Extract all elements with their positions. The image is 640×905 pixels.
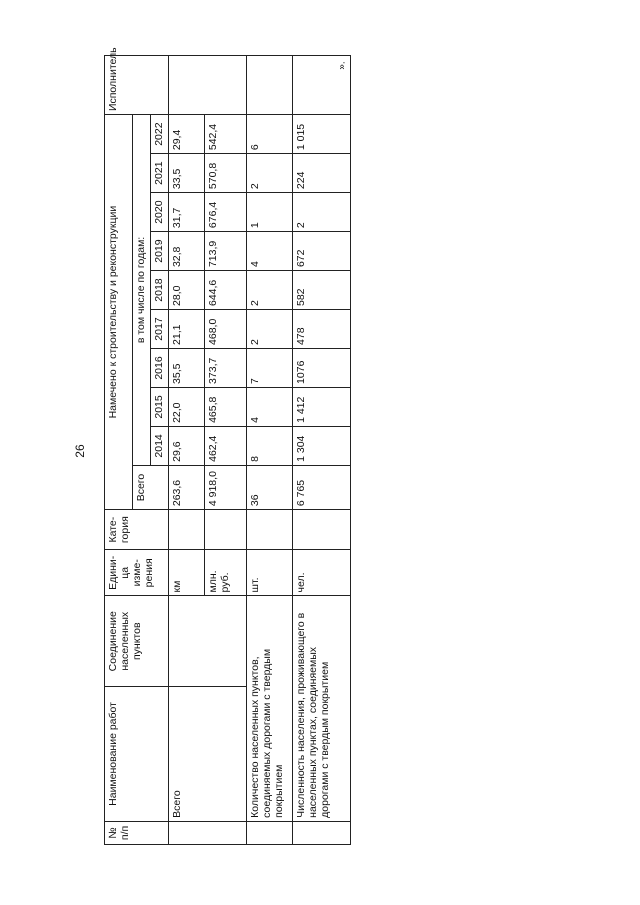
year-value-cell: 582 <box>293 271 351 310</box>
year-header: 2015 <box>151 387 169 426</box>
row-num-cell <box>293 821 351 844</box>
year-value-cell: 29,4 <box>169 115 205 154</box>
year-value-cell: 8 <box>247 426 293 465</box>
col-category-header: Кате-гория <box>105 510 169 550</box>
col-connection-header: Соединение населенных пунктов <box>105 596 169 687</box>
row-executor-cell <box>247 56 293 115</box>
year-value-cell: 1 <box>247 193 293 232</box>
header-row-1 <box>105 56 133 845</box>
row-category-cell <box>169 510 205 550</box>
row-connection-cell <box>169 596 247 687</box>
year-value-cell: 2 <box>247 271 293 310</box>
year-value-cell: 2 <box>247 310 293 349</box>
construction-plan-table <box>104 47 351 845</box>
table-row-total-km <box>169 56 205 845</box>
year-value-cell: 4 <box>247 232 293 271</box>
row-unit-cell: млн. руб. <box>205 550 247 596</box>
year-value-cell: 4 <box>247 387 293 426</box>
page-number: 26 <box>73 444 87 458</box>
year-value-cell: 1 015 <box>293 115 351 154</box>
row-category-cell <box>247 510 293 550</box>
year-value-cell: 7 <box>247 348 293 387</box>
row-total-cell: 4 918,0 <box>205 465 247 509</box>
year-value-cell: 28,0 <box>169 271 205 310</box>
year-value-cell: 35,5 <box>169 348 205 387</box>
row-total-cell: 6 765 <box>293 465 351 509</box>
row-executor-cell <box>169 56 247 115</box>
year-value-cell: 1076 <box>293 348 351 387</box>
col-num-header: № п/п <box>105 821 169 844</box>
year-header: 2018 <box>151 271 169 310</box>
year-value-cell: 465,8 <box>205 387 247 426</box>
table-row-settlements-count <box>247 56 293 845</box>
year-header: 2022 <box>151 115 169 154</box>
year-value-cell: 1 412 <box>293 387 351 426</box>
col-total-header: Всего <box>133 465 169 509</box>
year-value-cell: 21,1 <box>169 310 205 349</box>
row-num-cell <box>169 821 247 844</box>
year-value-cell: 2 <box>247 154 293 193</box>
rotated-table-container <box>104 47 350 845</box>
year-value-cell: 22,0 <box>169 387 205 426</box>
year-value-cell: 32,8 <box>169 232 205 271</box>
year-value-cell: 33,5 <box>169 154 205 193</box>
row-category-cell <box>205 510 247 550</box>
closing-quote-mark: ». <box>336 61 348 70</box>
col-work-name-header: Наименование работ <box>105 687 169 822</box>
row-unit-cell: чел. <box>293 550 351 596</box>
year-header: 2019 <box>151 232 169 271</box>
row-name-cell: Всего <box>169 687 247 822</box>
year-value-cell: 6 <box>247 115 293 154</box>
year-header: 2014 <box>151 426 169 465</box>
year-value-cell: 713,9 <box>205 232 247 271</box>
year-value-cell: 462,4 <box>205 426 247 465</box>
year-header: 2020 <box>151 193 169 232</box>
row-total-cell: 263,6 <box>169 465 205 509</box>
col-executor-header: Исполнитель <box>105 56 169 115</box>
year-value-cell: 468,0 <box>205 310 247 349</box>
year-value-cell: 373,7 <box>205 348 247 387</box>
year-value-cell: 29,6 <box>169 426 205 465</box>
year-value-cell: 676,4 <box>205 193 247 232</box>
year-value-cell: 672 <box>293 232 351 271</box>
year-value-cell: 570,8 <box>205 154 247 193</box>
row-num-cell <box>247 821 293 844</box>
year-value-cell: 542,4 <box>205 115 247 154</box>
year-value-cell: 31,7 <box>169 193 205 232</box>
col-unit-header: Едини-ца изме-рения <box>105 550 169 596</box>
row-name-cell: Количество населенных пунктов, соединяемых дорогами с твердым покрытием <box>247 596 293 821</box>
year-value-cell: 644,6 <box>205 271 247 310</box>
year-value-cell: 478 <box>293 310 351 349</box>
year-value-cell: 224 <box>293 154 351 193</box>
table-row-population <box>293 56 351 845</box>
row-unit-cell: км <box>169 550 205 596</box>
row-category-cell <box>293 510 351 550</box>
col-by-years-header: в том числе по годам: <box>133 115 151 466</box>
row-executor-cell <box>293 56 351 115</box>
col-planned-header: Намечено к строительству и реконструкции <box>105 115 133 510</box>
row-name-cell: Численность населения, проживающего в населенных пунктах, соединяемых дорогами с твердым покрытием <box>293 596 351 821</box>
year-value-cell: 1 304 <box>293 426 351 465</box>
year-header: 2017 <box>151 310 169 349</box>
year-header: 2021 <box>151 154 169 193</box>
year-value-cell: 2 <box>293 193 351 232</box>
year-header: 2016 <box>151 348 169 387</box>
row-unit-cell: шт. <box>247 550 293 596</box>
row-total-cell: 36 <box>247 465 293 509</box>
